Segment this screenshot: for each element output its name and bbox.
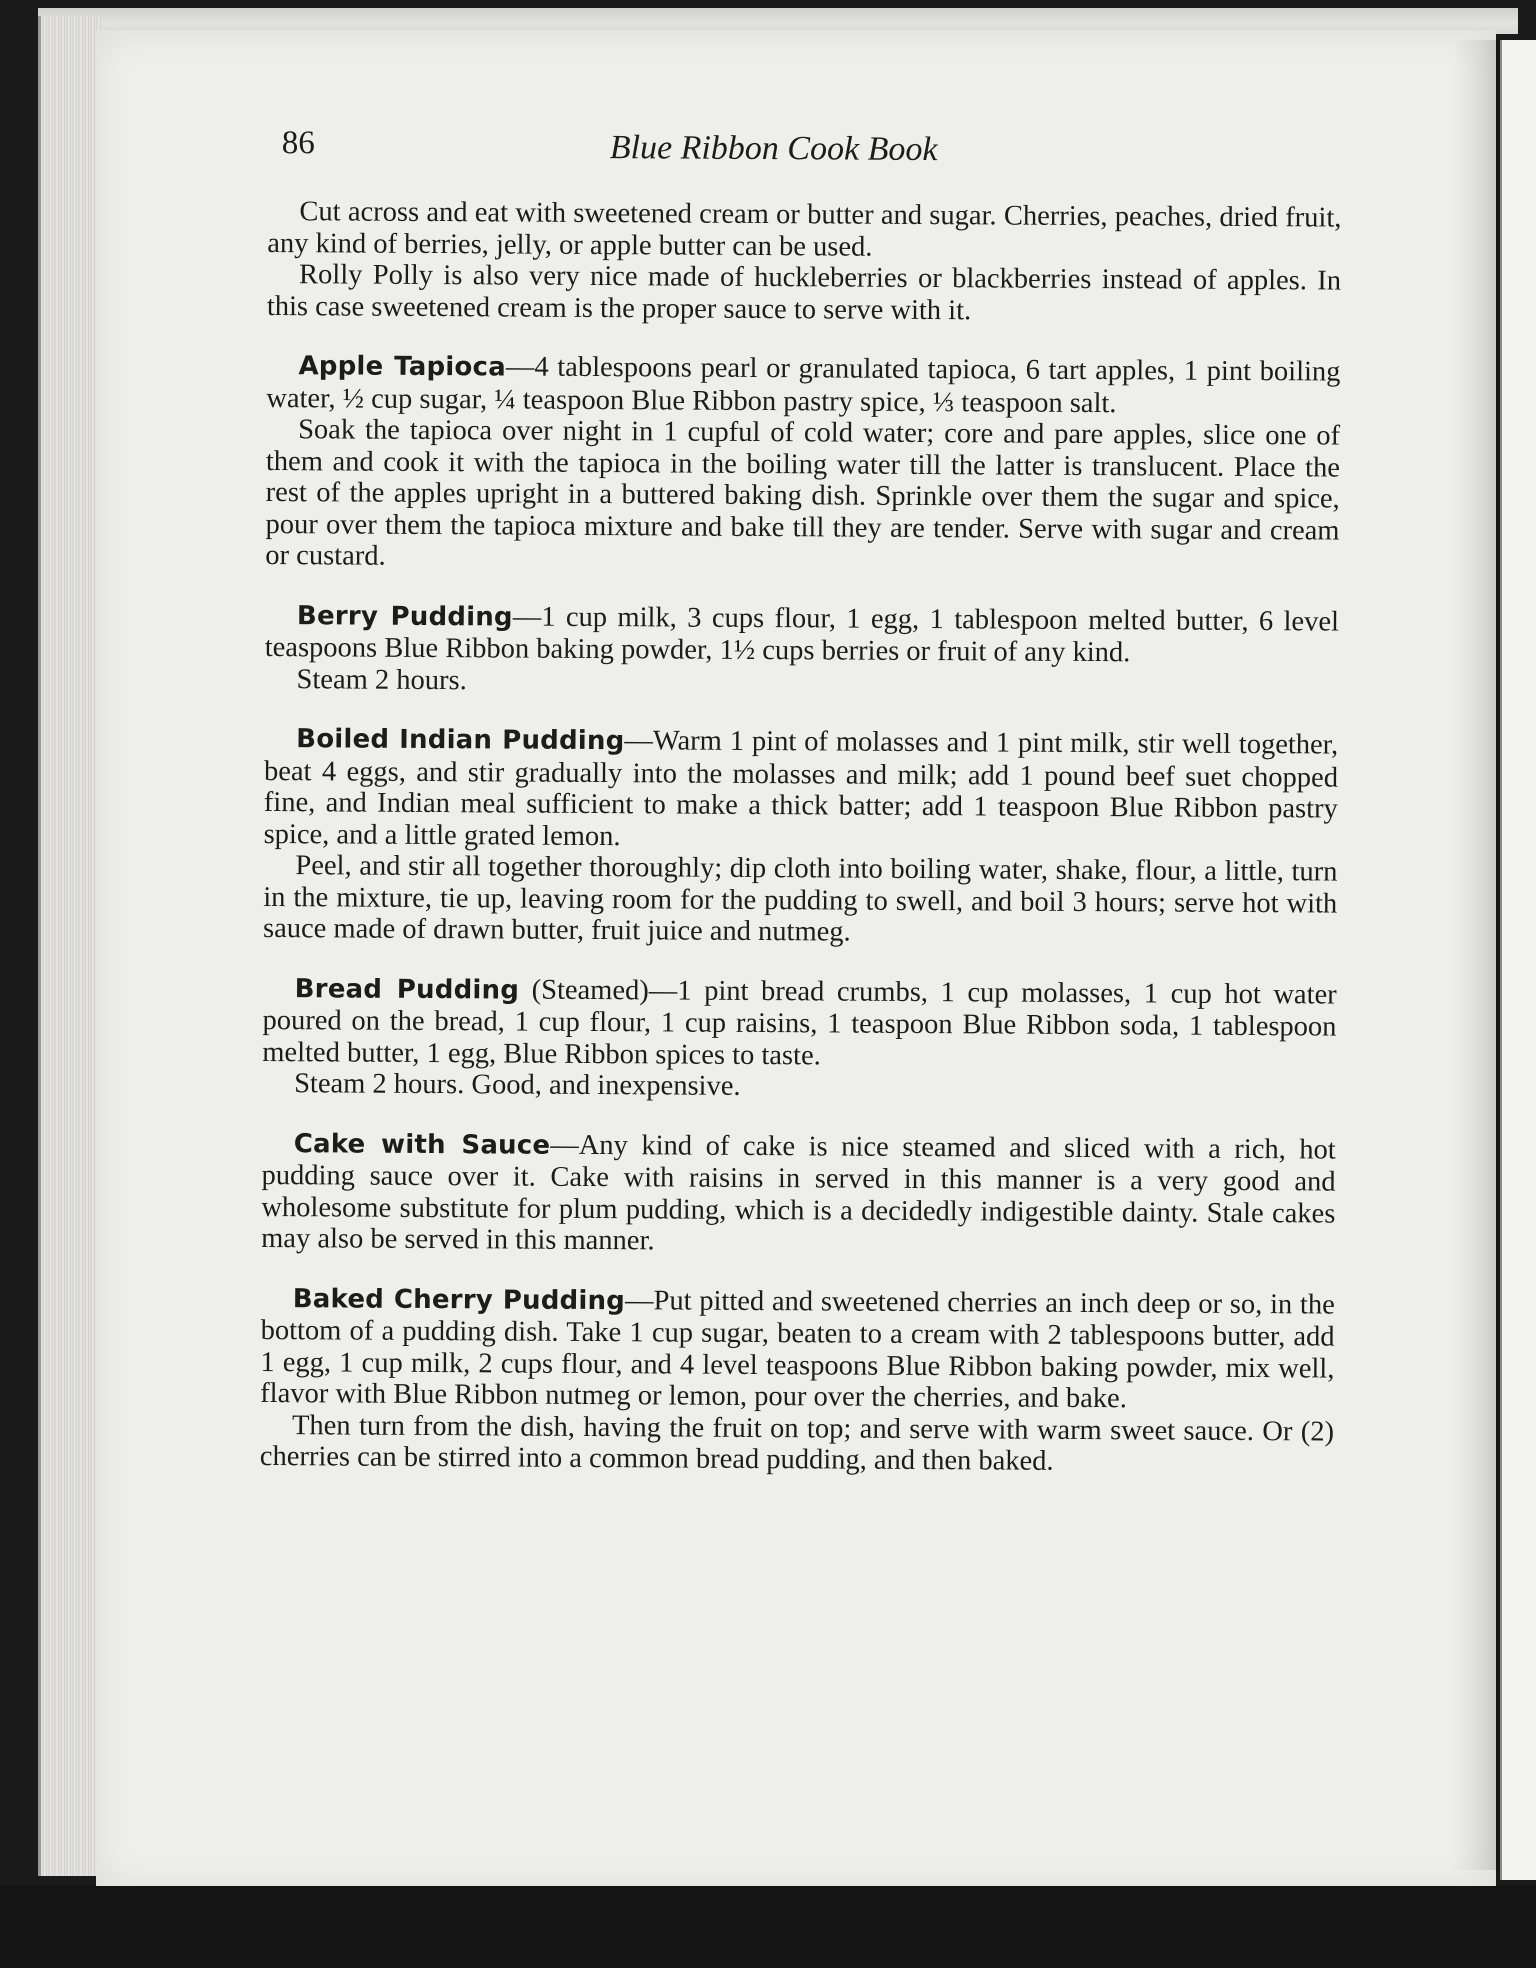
- page-header: [268, 122, 1342, 181]
- recipe-title: Boiled Indian Pudding: [296, 724, 625, 757]
- ingredients-text: —Any kind of cake is nice steamed and sliced with a rich, hot pudding sauce over it. Cake with raisins in served in this manner is a very good and wholesome substitute for plum pudding, which is a decidedly indigestible dainty. Stale cakes may also be served in this manner.: [261, 1129, 1336, 1257]
- recipe-directions: Soak the tapioca over night in 1 cupful of cold water; core and pare apples, slice one of them and cook it with the tapioca in the boiling water till the latter is translucent. Place the rest of the apples upright in a buttered baking dish. Sprinkle over them the sugar and spice, pour over them the tapioca mixture and bake till they are tender. Serve with sugar and cream or custard.: [265, 414, 1341, 572]
- recipe-cake-with-sauce: [261, 1127, 1336, 1261]
- ingredients-text: —Warm 1 pint of molasses and 1 pint milk, stir well together, beat 4 eggs, and stir gradually into the molasses and milk; add 1 pound beef suet chopped fine, and Indian meal sufficient to make a thick batter; add 1 teaspoon Blue Ribbon pastry spice, and a little grated lemon.: [263, 725, 1339, 852]
- intro-section: [267, 196, 1342, 329]
- intro-paragraph: Rolly Polly is also very nice made of huckleberries or blackberries instead of apples. In this case sweetened cream is the proper sauce to serve with it.: [266, 259, 1342, 326]
- ingredients-text: —1 pint bread crumbs, 1 cup molasses, 1 cup hot water poured on the bread, 1 cup flour, 1 cup raisins, 1 teaspoon Blue Ribbon soda, 1 tablespoon melted butter, 1 egg, Blue Ribbon spices to taste.: [262, 974, 1337, 1071]
- recipe-baked-cherry-pudding: [260, 1282, 1335, 1479]
- recipe-directions: Then turn from the dish, having the fruit on top; and serve with warm sweet sauce. Or (2) cherries can be stirred into a common bread pudding, and then baked.: [259, 1409, 1335, 1477]
- ingredients-text: —1 cup milk, 3 cups flour, 1 egg, 1 tablespoon melted butter, 6 level teaspoons Blue Ribbon baking powder, 1½ cups berries or fruit of any kind.: [264, 601, 1340, 669]
- recipe-directions: Steam 2 hours. Good, and inexpensive.: [294, 1068, 741, 1102]
- recipe-directions: Peel, and stir all together thoroughly; dip cloth into boiling water, shake, flour, a little, turn in the mixture, tie up, leaving room for the pudding to swell, and boil 3 hours; serve hot with sauce made of drawn butter, fruit juice and nutmeg.: [262, 850, 1338, 948]
- recipe-title: Cake with Sauce: [293, 1128, 551, 1161]
- recipe-berry-pudding: [264, 599, 1339, 701]
- facing-page-strip: [1500, 40, 1536, 1880]
- recipe-qualifier: (Steamed): [518, 974, 649, 1006]
- recipe-bread-pudding: [262, 972, 1337, 1106]
- recipe-title: Berry Pudding: [296, 600, 513, 633]
- book-page-edges: [38, 16, 101, 1876]
- recipe-ingredients: [262, 972, 1337, 1074]
- running-title: Blue Ribbon Cook Book: [609, 129, 938, 169]
- intro-paragraph: Cut across and eat with sweetened cream or butter and sugar. Cherries, peaches, dried fruit, any kind of berries, jelly, or apple butter can be used.: [267, 196, 1342, 263]
- page-number: 86: [281, 125, 315, 162]
- ingredients-text: —Put pitted and sweetened cherries an inch deep or so, in the bottom of a pudding dish. Take 1 cup sugar, beaten to a cream with 2 tablespoons butter, add 1 egg, 1 cup milk, 2 cups flour, and 4 level teaspoons Blue Ribbon baking powder, mix well, flavor with Blue Ribbon nutmeg or lemon, pour over the cherries, and bake.: [260, 1284, 1335, 1415]
- recipe-title: Bread Pudding: [294, 973, 520, 1006]
- page-text: [260, 122, 1342, 1479]
- recipe-ingredients: [261, 1127, 1336, 1261]
- recipe-ingredients: [260, 1282, 1335, 1416]
- recipe-ingredients: [266, 350, 1340, 421]
- recipe-boiled-indian-pudding: [263, 723, 1338, 951]
- recipe-directions: Steam 2 hours.: [296, 663, 467, 696]
- recipe-apple-tapioca: [265, 350, 1340, 578]
- recipe-title: Baked Cherry Pudding: [292, 1283, 626, 1316]
- recipe-ingredients: [265, 599, 1339, 670]
- scan-bottom-margin: [0, 1886, 1536, 1968]
- ingredients-text: —4 tablespoons pearl or granulated tapioca, 6 tart apples, 1 pint boiling water, ½ cup sugar, ¼ teaspoon Blue Ribbon pastry spice, ⅓ teaspoon salt.: [266, 351, 1341, 419]
- recipe-title: Apple Tapioca: [298, 351, 506, 383]
- recipe-ingredients: [264, 723, 1339, 857]
